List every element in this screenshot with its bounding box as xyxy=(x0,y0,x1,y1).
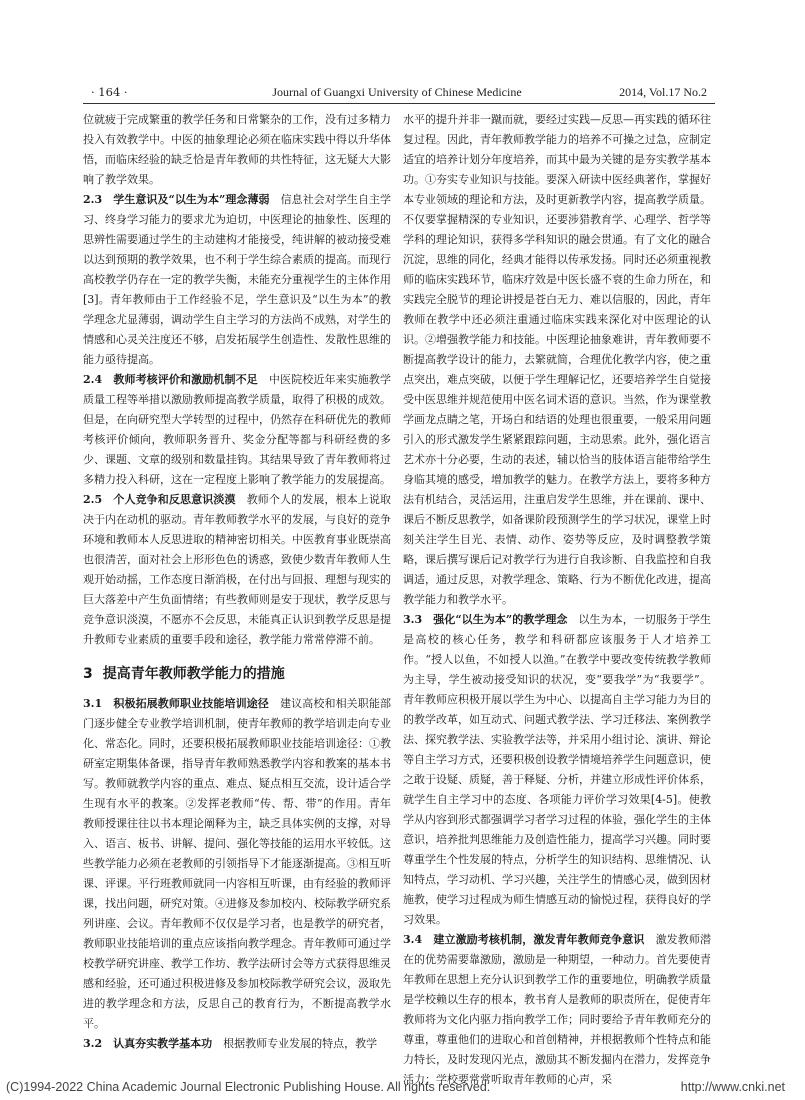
page-footer xyxy=(0,1080,805,1098)
cnki-link[interactable]: http://www.cnki.net xyxy=(680,1080,785,1094)
left-column xyxy=(83,110,392,1050)
volume-issue: 2014, Vol.17 No.2 xyxy=(619,85,707,99)
journal-title: Journal of Guangxi University of Chinese Medicine xyxy=(272,85,522,99)
paragraph-text: 教师个人的发展，根本上说取决于内在动机的驱动。青年教师教学水平的发展，与良好的竞争环境和教师本人反思进取的精神密切相关。中医教育事业既崇高也很清苦，面对社会上形形色色的诱惑，致使少数青年教师人生观开始动摇，工作态度日渐消极，在付出与回报、理想与现实的巨大落差中产生负面情绪；有些教师则是安于现状，教学反思与竞争意识淡漠，不愿亦不会反思，未能真正认识到教学反思是提升教师专业素质的重要手段和途径，教学能力常常停滞不前。 xyxy=(83,493,392,646)
subsection-paragraph xyxy=(83,694,391,1034)
subsection-paragraph xyxy=(83,1034,391,1054)
body-paragraph: 水平的提升并非一蹴而就，要经过实践—反思—再实践的循环往复过程。因此，青年教师教学能力的培养不可操之过急，应制定适宜的培养计划分年度培养，而其中最为关键的是夯实教学基本功。①夯实专业知识与技能。要深入研读中医经典著作，掌握好本专业领域的理论和方法，及时更新教学内容，提高教学质量。不仅要掌握精深的专业知识，还要涉猎教育学、心理学、哲学等学科的理论知识，获得多学科知识的融会贯通。有了文化的融合沉淀，思维的同化，经典才能得以传承发扬。同时还必须重视教师的临床实践环节，临床疗效是中医长盛不衰的生命力所在，和实践完全脱节的理论讲授是苍白无力、难以信服的，因此，青年教师在教学中还必须注重通过临床实践来深化对中医理论的认识。②增强教学能力和技能。中医理论抽象难讲，青年教师要不断提高教学设计的能力，去繁就简，合理优化教学内容，使之重点突出，难点突破，以便于学生理解记忆，还要培养学生自觉接受中医思维并规范使用中医名词术语的意识。当然，作为课堂教学画龙点睛之笔，开场白和结语的处理也很重要，一般采用问题引入的形式激发学生紧紧跟踪问题，主动思索。此外，强化语言艺术亦十分必要，生动的表述，辅以恰当的肢体语言能带给学生身临其境的感受，增加教学的魅力。在教学方法上，要将多种方法有机结合，灵活运用，注重启发学生思维，并在课前、课中、课后不断反思教学，如备课阶段预测学生的学习状况，课堂上时刻关注学生目光、表情、动作、姿势等反应，及时调整教学策略，课后撰写课后记对教学行为进行自我诊断、自我监控和自我调适，通过反思，对教学理念、策略、行为不断优化改进，提高教学能力和教学水平。 xyxy=(403,113,711,606)
subsection-paragraph xyxy=(83,490,391,650)
section-title: 提高青年教师教学能力的措施 xyxy=(102,666,285,682)
header-rule xyxy=(83,103,715,104)
right-column xyxy=(403,110,712,1086)
paragraph-text: 以生为本，一切服务于学生是高校的核心任务，教学和科研都应该服务于人才培养工作。“授人以鱼，不如授人以渔。”在教学中要改变传统教学教师为主导，学生被动接受知识的状况，变“要我学”为“我要学”。青年教师应积极开展以学生为中心、以提高自主学习能力为目的的教学改革，如互动式、问题式教学法、学习迁移法、案例教学法、探究教学法、实验教学法等，并采用小组讨论、演讲、辩论等自主学习方式，还要积极创设教学情境培养学生问题意识，使之敢于设疑、质疑，善于释疑、分析，并建立形成性评价体系，就学生自主学习中的态度、各项能力评价学习效果[4-5]。使教学从内容到形式都强调学习者学习过程的体验，强化学生的主体意识，培养批判思维能力及创造性能力，提高学习兴趣。同时要尊重学生个性发展的特点，分析学生的知识结构、思维情况、认知特点，学习动机、学习兴趣，关注学生的情感心灵，做到因材施教，使学习过程成为师生情感互动的愉悦过程，获得良好的学习效果。 xyxy=(403,613,712,926)
paragraph-text: 根据教师专业发展的特点，教学 xyxy=(212,1037,378,1050)
running-header xyxy=(83,82,711,102)
page-number: · 164 · xyxy=(91,85,128,99)
subsection-heading: 3.3 强化“以生为本”的教学理念 xyxy=(403,613,568,626)
subsection-heading: 2.4 教师考核评价和激励机制不足 xyxy=(83,373,258,386)
subsection-paragraph xyxy=(83,190,391,370)
copyright-notice: (C)1994-2022 China Academic Journal Electronic Publishing House. All rights reserved. xyxy=(6,1080,491,1094)
subsection-heading: 2.5 个人竞争和反思意识淡漠 xyxy=(83,493,236,506)
paragraph-text: 信息社会对学生自主学习、终身学习能力的要求尤为迫切，中医理论的抽象性、医理的思辨性需要通过学生的主动建构才能接受，纯讲解的被动接受难以达到预期的教学效果，也不利于学生综合素质的提高。而现行高校教学仍存在一定的教学失衡，未能充分重视学生的主体作用[3]。青年教师由于工作经验不足，学生意识及“以生为本”的教学理念尤显薄弱，调动学生自主学习的方法尚不成熟，对学生的情感和心灵关注度还不够，启发拓展学生创造性、发散性思维的能力亟待提高。 xyxy=(83,193,392,366)
section-number: 3 xyxy=(83,666,93,682)
subsection-paragraph xyxy=(403,930,711,1090)
subsection-heading: 3.4 建立激励考核机制，激发青年教师竞争意识 xyxy=(403,933,645,946)
paragraph-text: 建议高校和相关职能部门逐步健全专业教学培训机制，使青年教师的教学培训走向专业化、常态化。同时，还要积极拓展教师职业技能培训途径：①教研室定期集体备课，指导青年教师熟悉教学内容和教案的基本书写。教师就教学内容的重点、难点、疑点相互交流，设计适合学生现有水平的教案。②发挥老教师“传、帮、带”的作用。青年教师授课往往以书本理论阐释为主，缺乏具体实例的支撑，对导入、语言、板书、讲解、提问、强化等技能的运用水平较低。这些教学能力必须在老教师的引领指导下才能逐渐提高。③相互听课、评课。平行班教师就同一内容相互听课，由有经验的教师评课，找出问题，研究对策。④进修及参加校内、校际教学研究系列讲座、会议。青年教师不仅仅是学习者，也是教学的研究者，教师职业技能培训的重点应该指向教学理念。青年教师可通过学校教学研究讲座、教学工作坊、教学法研讨会等方式获得思维灵感和经验，还可通过积极进修及参加校际教学研究会议，汲取先进的教学理念和方法，反思自己的教育行为，不断提高教学水平。 xyxy=(83,697,392,1030)
body-paragraph: 位就疲于完成繁重的教学任务和日常繁杂的工作，没有过多精力投入有效教学中。中医的抽象理论必须在临床实践中得以升华体悟，而临床经验的缺乏恰是青年教师的共性特征，这无疑大大影响了教学效果。 xyxy=(83,113,391,186)
subsection-heading: 3.2 认真夯实教学基本功 xyxy=(83,1037,213,1050)
paragraph-text: 中医院校近年来实施教学质量工程等举措以激励教师提高教学质量，取得了积极的成效。但是，在向研究型大学转型的过程中，仍然存在科研优先的教师考核评价倾向，教师职务晋升、奖金分配等都与科研经费的多少、课题、文章的级别和数量挂钩。其结果导致了青年教师将过多精力投入科研，这在一定程度上影响了教学能力的发展提高。 xyxy=(83,373,392,486)
subsection-paragraph xyxy=(83,370,391,490)
subsection-heading: 2.3 学生意识及“以生为本”理念薄弱 xyxy=(83,193,270,206)
paragraph-text: 激发教师潜在的优势需要靠激励，激励是一种期望，一种动力。首先要使青年教师在思想上充分认识到教学工作的重要地位，明确教学质量是学校赖以生存的根本，教书育人是教师的职责所在，促使青年教师将为文化内驱力指向教学工作；同时要给予青年教师充分的尊重，尊重他们的进取心和首创精神，并根据教师个性特点和能力特长，及时发现闪光点，激励其不断发掘内在潜力，发挥竞争活力；学校要常常听取青年教师的心声，采 xyxy=(403,933,712,1086)
subsection-paragraph xyxy=(403,610,711,930)
section-heading xyxy=(83,662,391,686)
subsection-heading: 3.1 积极拓展教师职业技能培训途径 xyxy=(83,697,269,710)
